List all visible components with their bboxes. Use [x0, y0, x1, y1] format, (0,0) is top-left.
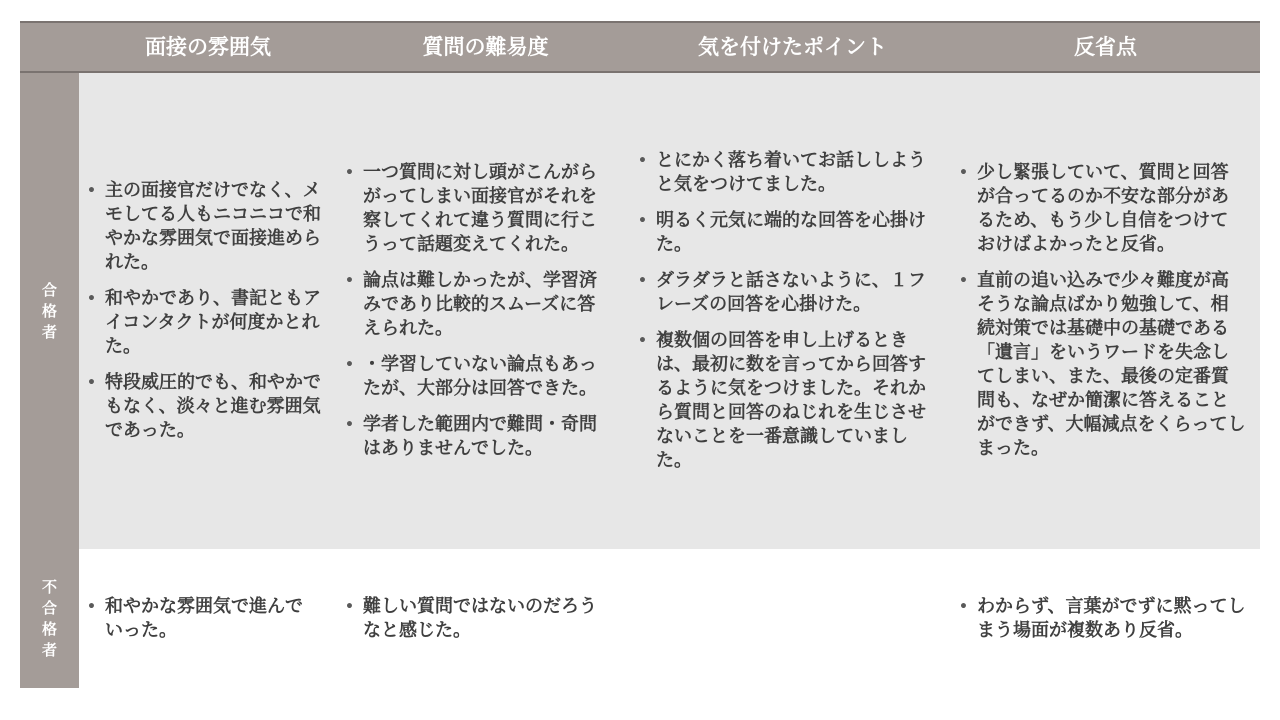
list-item: • 複数個の回答を申し上げるときは、最初に数を言ってから回答するように気をつけました。それから質問と回答のねじれを生じさせないことを一番意識していました。: [634, 329, 942, 473]
list-item: • ダラダラと話さないように、１フレーズの回答を心掛けた。: [634, 269, 942, 317]
list-item: • ・学習していない論点もあったが、大部分は回答できた。: [341, 353, 610, 401]
list-item: • 難しい質問ではないのだろうなと感じた。: [341, 595, 610, 643]
table-header: [20, 23, 1260, 71]
header-atmosphere: 面接の雰囲気: [145, 35, 271, 59]
list-item: • 少し緊張していて、質問と回答が合ってるのか不安な部分があるため、もう少し自信をつけておけばよかったと反省。: [955, 161, 1246, 257]
list-item: • 学者した範囲内で難問・奇問はありませんでした。: [341, 413, 610, 461]
list-item: • 和やかな雰囲気で進んでいった。: [83, 595, 319, 643]
list-item: • わからず、言葉がでずに黙ってしまう場面が複数あり反省。: [955, 595, 1246, 643]
list-item: • 特段威圧的でも、和やかでもなく、淡々と進む雰囲気であった。: [83, 371, 333, 443]
header-difficulty: 質問の難易度: [422, 35, 549, 59]
list-item: • 主の面接官だけでなく、メモしてる人もニコニコで和やかな雰囲気で面接進められた。: [83, 179, 333, 275]
table-row-pass: [79, 73, 1260, 549]
cell-fail-atmosphere: [83, 549, 337, 688]
row-label-fail-text: 不合格者: [42, 577, 58, 659]
row-label-pass-text: 合格者: [42, 280, 58, 341]
list-item: • 直前の追い込みで少々難度が高そうな論点ばかり勉強して、相続対策では基礎中の基礎である「遺言」をいうワードを失念してしまい、また、最後の定番質問も、なぜか簡潔に答えることができず、大幅減点をくらってしまった。: [955, 269, 1246, 461]
cell-pass-difficulty: [341, 73, 638, 549]
table-row-fail: [79, 549, 1260, 688]
header-reflection: 反省点: [1074, 35, 1137, 59]
header-points: 気を付けたポイント: [698, 35, 887, 59]
interview-summary-table: [20, 21, 1260, 688]
list-item: • 明るく元気に端的な回答を心掛けた。: [634, 209, 942, 257]
cell-fail-points: [634, 549, 954, 688]
cell-pass-reflection: [955, 73, 1260, 549]
cell-fail-difficulty: [341, 549, 638, 688]
cell-pass-points: [634, 73, 954, 549]
cell-pass-atmosphere: [83, 73, 337, 549]
list-item: • とにかく落ち着いてお話ししようと気をつけてました。: [634, 149, 942, 197]
list-item: • 論点は難しかったが、学習済みであり比較的スムーズに答えられた。: [341, 269, 610, 341]
row-label-fail: [20, 549, 79, 688]
cell-fail-reflection: [955, 549, 1260, 688]
list-item: • 和やかであり、書記ともアイコンタクトが何度かとれた。: [83, 287, 333, 359]
row-label-pass: [20, 73, 79, 549]
list-item: • 一つ質問に対し頭がこんがらがってしまい面接官がそれを察してくれて違う質問に行こうって話題変えてくれた。: [341, 161, 610, 257]
